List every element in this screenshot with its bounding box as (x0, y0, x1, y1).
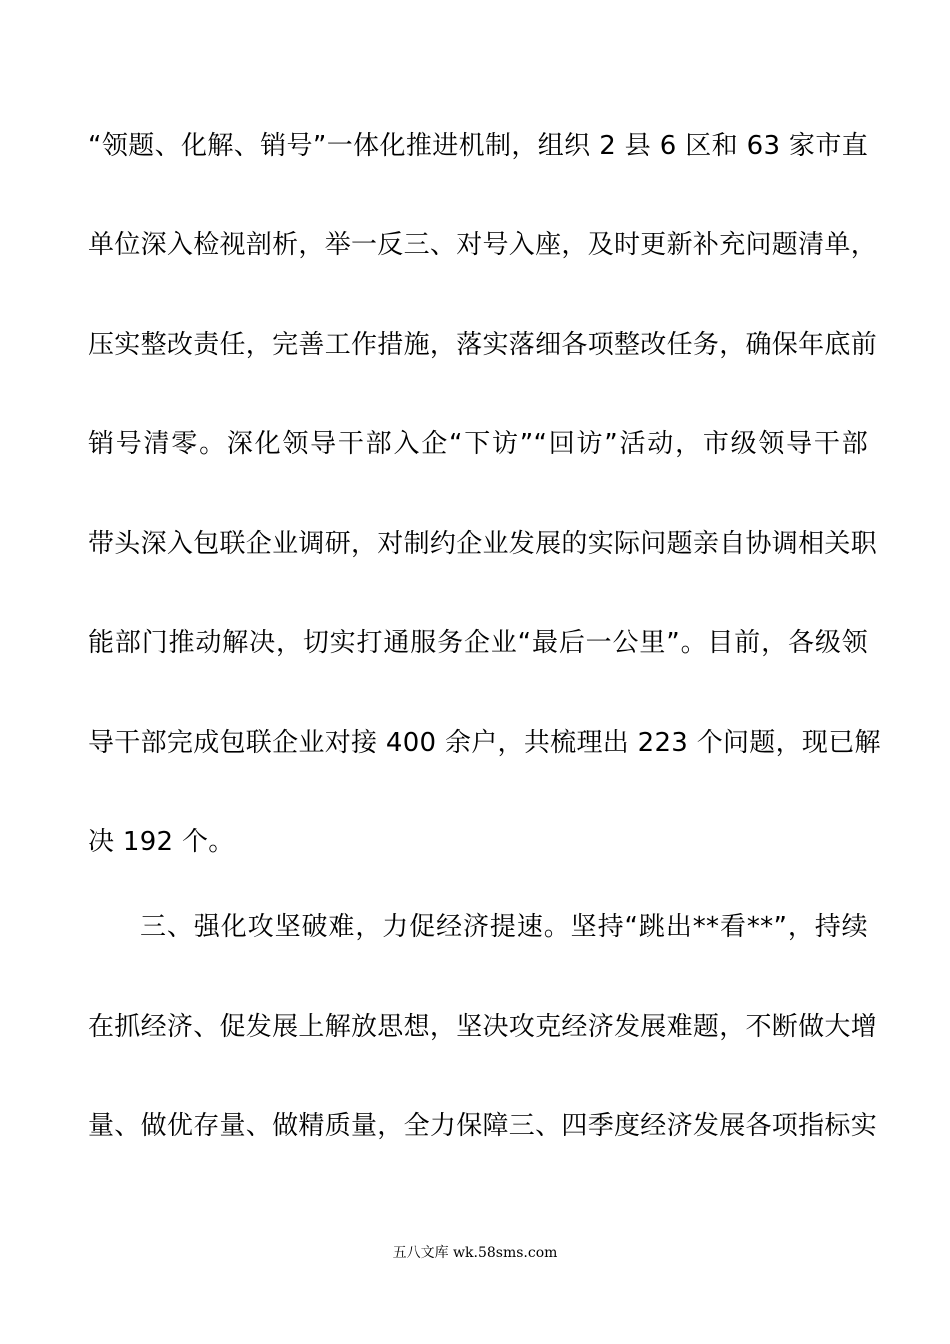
section-heading-line: 三、强化攻坚破难，力促经济提速。坚持“跳出**看**”，持续 (140, 912, 868, 942)
body-text-line: 单位深入检视剖析，举一反三、对号入座，及时更新补充问题清单， (88, 230, 878, 260)
body-text-line: “领题、化解、销号”一体化推进机制，组织 2 县 6 区和 63 家市直 (88, 131, 868, 161)
body-text-line: 导干部完成包联企业对接 400 余户，共梳理出 223 个问题，现已解 (88, 728, 881, 758)
body-text-line: 在抓经济、促发展上解放思想，坚决攻克经济发展难题，不断做大增 (88, 1012, 878, 1042)
body-text-line: 量、做优存量、做精质量，全力保障三、四季度经济发展各项指标实 (88, 1111, 878, 1141)
body-text-line: 销号清零。深化领导干部入企“下访”“回访”活动，市级领导干部 (88, 429, 868, 459)
body-text-line: 带头深入包联企业调研，对制约企业发展的实际问题亲自协调相关职 (88, 529, 878, 559)
body-text-line: 决 192 个。 (88, 827, 235, 857)
body-text-line: 压实整改责任，完善工作措施，落实落细各项整改任务，确保年底前 (88, 330, 878, 360)
page-footer-watermark: 五八文库 wk.58sms.com (392, 1245, 558, 1261)
body-text-line: 能部门推动解决，切实打通服务企业“最后一公里”。目前，各级领 (88, 628, 868, 658)
